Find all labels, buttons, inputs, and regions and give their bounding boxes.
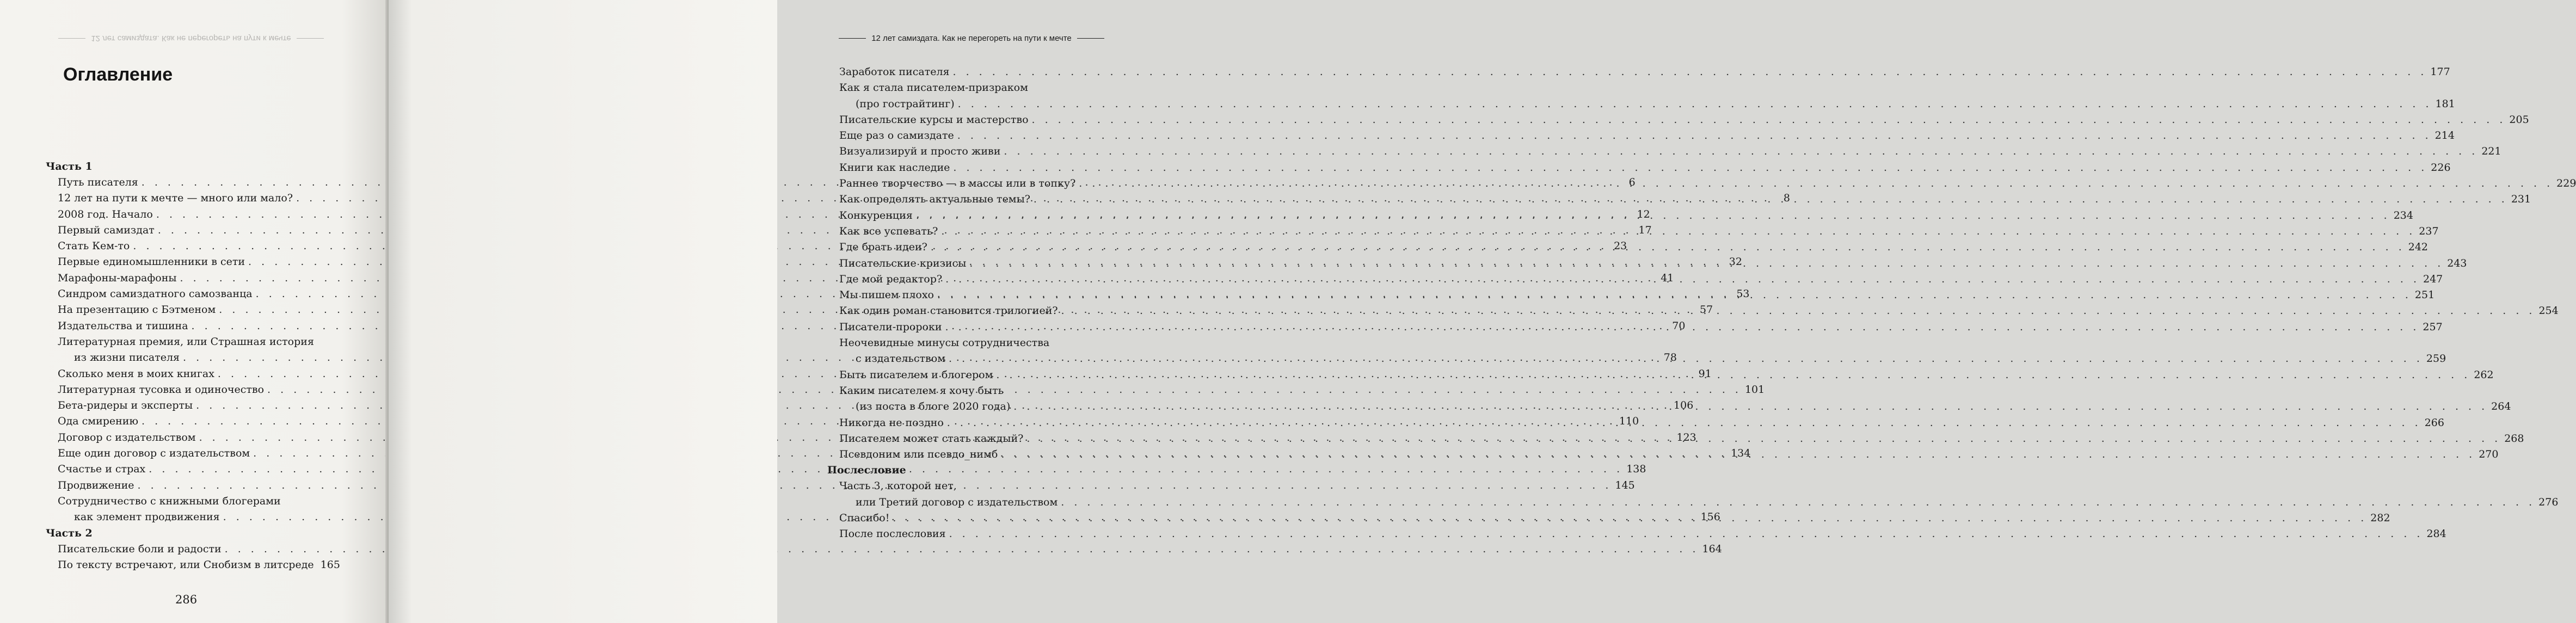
toc-entry-title: Неочевидные минусы сотрудничества xyxy=(839,337,1050,349)
toc-entry-title: Литературная тусовка и одиночество xyxy=(58,383,265,396)
toc-entry-title: Стать Кем-то xyxy=(58,240,130,252)
toc-entry-page: 251 xyxy=(2414,289,2435,301)
toc-entry-title: Мы пишем плохо xyxy=(839,289,934,301)
dot-leader xyxy=(953,160,2427,176)
toc-entry-page: 70 xyxy=(1672,319,1686,332)
toc-entry-page: 268 xyxy=(2504,432,2524,445)
right-running-head xyxy=(827,34,1116,43)
toc-part-heading: Часть 1 xyxy=(46,161,93,172)
toc-entry-title: Сколько меня в моих книгах xyxy=(58,367,214,380)
toc-entry-title: Путь писателя xyxy=(58,176,138,188)
toc-entry-title: Писательские кризисы xyxy=(839,257,967,269)
toc-entry-title: Как все успевать? xyxy=(839,225,938,237)
toc-entry-title: Писателем может стать каждый? xyxy=(839,432,1024,445)
dot-leader xyxy=(1034,192,2508,207)
toc-entry-page: 164 xyxy=(1702,542,1722,555)
toc-entry-title: Как один роман становится трилогией? xyxy=(839,305,1058,317)
dot-leader xyxy=(1032,112,2506,128)
toc-entry xyxy=(827,383,1112,399)
toc-entry xyxy=(827,128,2455,144)
toc-entry-title: Конкуренция xyxy=(839,209,913,221)
toc-entry-title: Договор с издательством xyxy=(58,431,196,443)
toc-entry-page: 205 xyxy=(2509,113,2529,126)
toc-entry xyxy=(827,64,2450,80)
toc-entry-title: Первые единомышленники в сети xyxy=(58,256,245,268)
dot-leader xyxy=(1061,303,2536,319)
dot-leader xyxy=(953,64,2427,80)
page-number: 286 xyxy=(175,593,198,606)
toc-entry-page: 262 xyxy=(2474,368,2494,381)
toc-entry-page: 247 xyxy=(2423,273,2443,285)
toc-entry-page: 254 xyxy=(2538,305,2559,317)
toc-entry xyxy=(827,144,2501,159)
toc-entry-page: 32 xyxy=(1729,256,1742,268)
toc-entry xyxy=(827,192,2531,207)
dot-leader xyxy=(949,351,2423,367)
toc-entry-page: 181 xyxy=(2435,97,2455,110)
toc-entry-title: как элемент продвижения xyxy=(74,511,220,523)
toc-entry-page: 138 xyxy=(1626,463,1646,476)
toc-entry-page: 41 xyxy=(1661,272,1674,284)
toc-entry-title: Писательские курсы и мастерство xyxy=(839,113,1029,126)
toc-entry-page: 101 xyxy=(1744,383,1765,396)
toc-entry-title: 2008 год. Начало xyxy=(58,208,153,220)
toc-entry-page: 266 xyxy=(2424,416,2444,429)
toc-entry-title: Писатели-пророки xyxy=(839,320,942,333)
toc-entry xyxy=(827,478,1112,494)
toc-entry-page: 231 xyxy=(2511,193,2531,206)
toc-entry-title: с издательством xyxy=(856,353,945,365)
toc-entry-page: 221 xyxy=(2481,145,2501,158)
dot-leader xyxy=(1079,176,2553,192)
toc-entry-page: 242 xyxy=(2408,241,2429,254)
toc-entry-page: 284 xyxy=(2426,528,2446,540)
toc-entry-title: Продвижение xyxy=(58,479,134,491)
dot-leader xyxy=(941,224,2415,239)
toc-entry-title: 12 лет на пути к мечте — много или мало? xyxy=(58,192,293,205)
toc-entry xyxy=(827,96,2455,112)
toc-title: Оглавление xyxy=(63,64,173,85)
toc-entry-page: 134 xyxy=(1731,447,1751,460)
dot-leader xyxy=(945,319,2420,335)
toc-entry-title: из жизни писателя xyxy=(74,351,180,364)
right-running-head-text: 12 лет самиздата. Как не перегореть на пути к мечте xyxy=(871,34,1072,43)
toc-entry-title: Издательства и тишина xyxy=(58,319,188,332)
dot-leader xyxy=(937,287,2412,303)
toc-entry xyxy=(827,112,2529,128)
toc-entry-page: 12 xyxy=(1637,208,1650,220)
toc-entry-page: 17 xyxy=(1638,224,1652,236)
toc-entry-title: Синдром самиздатного самозванца xyxy=(58,288,253,300)
toc-entry-page: 270 xyxy=(2479,448,2499,461)
toc-entry-title: Раннее творчество — в массы или в топку? xyxy=(839,177,1076,190)
toc-entry-title: Писательские боли и радости xyxy=(58,542,222,555)
toc-entry-title: (из поста в блоге 2020 года) xyxy=(856,400,1011,413)
dot-leader xyxy=(957,128,2432,144)
toc-entry-page: 226 xyxy=(2431,161,2451,174)
toc-entry-page: 237 xyxy=(2419,225,2439,237)
toc-entry-title: или Третий договор с издательством xyxy=(856,496,1058,508)
toc-entry-page: 229 xyxy=(2556,177,2576,190)
toc-entry-page: 264 xyxy=(2491,400,2511,413)
toc-entry-title: По тексту встречают, или Снобизм в литсреде xyxy=(58,558,314,571)
toc-entry-page: 8 xyxy=(1783,192,1790,205)
toc-entry-page: 6 xyxy=(1628,176,1636,188)
toc-entry-page: 106 xyxy=(1674,399,1694,412)
dot-leader xyxy=(893,510,2367,526)
toc-entry-title: Где брать идеи? xyxy=(839,241,927,254)
dot-leader xyxy=(1013,399,2488,415)
toc-entry-title: Литературная премия, или Страшная история xyxy=(58,335,314,348)
toc-entry-title: Где мой редактор? xyxy=(839,273,943,285)
toc-entry-title: Визуализируй и просто живи xyxy=(839,145,1001,158)
dot-leader xyxy=(969,256,2444,272)
left-running-head-text: 12 лет самиздата. Как не перегореть на пути к мечте xyxy=(91,34,291,43)
toc-entry-title: Каким писателем я хочу быть xyxy=(839,384,1004,397)
toc-entry-title: Ода смирению xyxy=(58,415,139,428)
toc-entry-page: 110 xyxy=(1619,415,1639,428)
toc-entry-title: Марафоны-марафоны xyxy=(58,272,177,284)
toc-entry-title: Книги как наследие xyxy=(839,161,950,174)
dot-leader xyxy=(1026,431,2501,447)
toc-entry-title: Спасибо! xyxy=(839,512,890,525)
left-running-head xyxy=(47,34,335,43)
toc-entry-page: 214 xyxy=(2434,129,2455,142)
dot-leader xyxy=(916,208,2390,224)
dot-leader xyxy=(931,239,2405,255)
dot-leader xyxy=(947,415,2421,431)
toc-entry xyxy=(46,557,340,573)
toc-entry-page: 53 xyxy=(1736,288,1750,300)
toc-entry xyxy=(46,334,329,350)
toc-entry-page: 243 xyxy=(2447,257,2467,269)
dot-leader xyxy=(1001,447,2475,462)
toc-entry-title: Еще один договор с издательством xyxy=(58,447,250,460)
toc-entry-title: Как определять актуальные темы? xyxy=(839,193,1030,206)
toc-entry xyxy=(827,80,1112,96)
toc-entry-title: Бета-ридеры и эксперты xyxy=(58,399,193,412)
toc-entry-page: 23 xyxy=(1614,240,1627,252)
toc-entry-title: Никогда не поздно xyxy=(839,416,944,429)
toc-entry-title: На презентацию с Бэтменом xyxy=(58,304,216,316)
toc-entry-title: Еще раз о самиздате xyxy=(839,129,954,142)
toc-entry xyxy=(46,494,329,509)
toc-entry-page: 123 xyxy=(1676,431,1696,443)
toc-entry-title: Первый самиздат xyxy=(58,224,155,236)
toc-entry-page: 165 xyxy=(320,558,340,571)
toc-entry-page: 78 xyxy=(1663,351,1677,364)
toc-entry-page: 145 xyxy=(1615,479,1635,491)
toc-entry xyxy=(827,335,1112,351)
toc-entry-page: 177 xyxy=(2430,66,2450,78)
dot-leader xyxy=(958,96,2432,112)
toc-part-heading: Часть 2 xyxy=(46,527,93,539)
dot-leader xyxy=(1061,495,2535,510)
toc-entry-page: 259 xyxy=(2426,353,2446,365)
dot-leader xyxy=(949,526,2424,542)
toc-entry xyxy=(827,526,2446,542)
toc-entry-page: 57 xyxy=(1700,304,1713,316)
dot-leader xyxy=(996,367,2470,383)
toc-entry-page: 234 xyxy=(2393,209,2413,221)
dot-leader xyxy=(945,272,2420,287)
toc-entry xyxy=(827,160,2451,176)
toc-entry-page: 257 xyxy=(2423,320,2443,333)
toc-entry-title: После послесловия xyxy=(839,528,946,540)
toc-entry xyxy=(46,541,1722,557)
toc-entry xyxy=(827,495,2559,510)
toc-part-heading: Послесловие xyxy=(827,464,906,477)
toc-entry-title: Заработок писателя xyxy=(839,66,950,78)
toc-entry xyxy=(827,176,2576,192)
toc-entry-title: Псевдоним или псевдо_нимб xyxy=(839,448,998,461)
toc-entry-title: Счастье и страх xyxy=(58,463,146,476)
toc-entry-title: Быть писателем и блогером xyxy=(839,368,993,381)
toc-entry-page: 91 xyxy=(1698,367,1712,380)
toc-entry-title: (про гострайтинг) xyxy=(856,97,955,110)
toc-entry-title: Как я стала писателем-призраком xyxy=(839,82,1028,94)
toc-entry-page: 276 xyxy=(2538,496,2559,508)
toc-entry-page: 156 xyxy=(1700,511,1720,523)
toc-entry-title: Сотрудничество с книжными блогерами xyxy=(58,495,281,507)
toc-entry-title: Часть 3, которой нет, xyxy=(839,480,957,492)
toc-entry-page: 282 xyxy=(2370,512,2390,525)
dot-leader xyxy=(1004,144,2478,159)
